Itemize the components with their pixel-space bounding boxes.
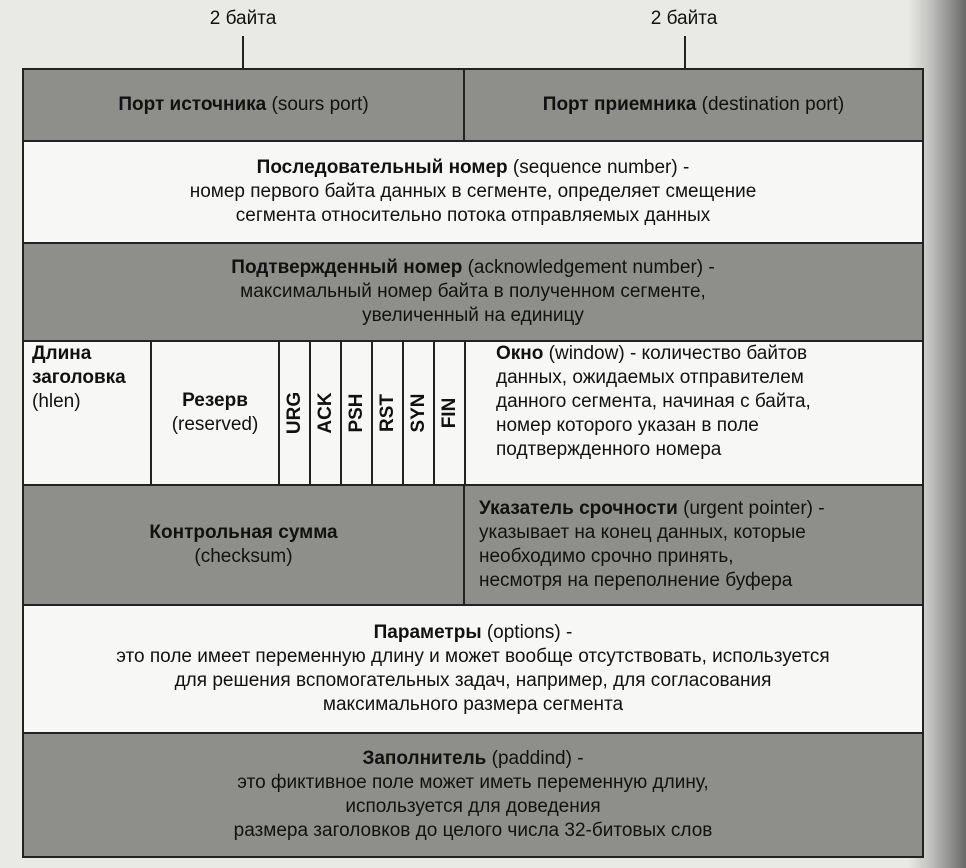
sequence-number-desc-2: сегмента относительно потока отправляемых данных	[235, 205, 711, 226]
flag-psh-label: PSH	[345, 393, 367, 433]
checksum-title: Контрольная сумма	[149, 522, 338, 543]
ack-number-english: (acknowledgement number) -	[462, 257, 715, 278]
ack-number-cell	[24, 244, 922, 340]
window-title: Окно	[496, 343, 544, 364]
urgent-pointer-english: (urgent pointer) -	[677, 498, 825, 519]
urgent-pointer-desc-2: необходимо срочно принять,	[479, 546, 734, 567]
right-byte-marker	[684, 36, 686, 68]
ports-row	[24, 70, 922, 142]
urgent-pointer-desc-1: указывает на конец данных, которые	[479, 522, 806, 543]
left-byte-marker	[242, 36, 244, 68]
flag-urg	[280, 342, 311, 484]
checksum-urgent-row	[24, 486, 922, 606]
window-cell	[466, 342, 922, 484]
flag-fin-label: FIN	[438, 397, 460, 429]
ack-number-desc-2: увеличенный на единицу	[362, 305, 584, 326]
flag-rst-label: RST	[376, 394, 398, 432]
flag-fin	[435, 342, 466, 484]
hlen-title-1: Длина	[32, 343, 92, 364]
source-port-english: (sours port)	[266, 94, 369, 115]
options-cell	[24, 606, 922, 732]
left-byte-label: 2 байта	[209, 8, 277, 29]
sequence-number-cell	[24, 142, 922, 242]
header-fields-row	[24, 342, 922, 486]
urgent-pointer-cell	[465, 486, 922, 604]
padding-english: (paddind) -	[486, 748, 584, 769]
window-desc-2: данного сегмента, начиная с байта,	[496, 391, 811, 412]
checksum-cell	[24, 486, 465, 604]
options-english: (options) -	[481, 622, 573, 643]
options-desc-2: для решения вспомогательных задач, например, для согласования	[174, 670, 772, 691]
destination-port-title: Порт приемника	[542, 94, 697, 115]
source-port-cell	[24, 70, 465, 140]
ack-number-row	[24, 244, 922, 342]
padding-desc-3: размера заголовков до целого числа 32-битовых слов	[233, 820, 713, 841]
checksum-english: (checksum)	[194, 546, 293, 567]
flag-syn	[404, 342, 435, 484]
flag-urg-label: URG	[283, 391, 305, 435]
flag-psh	[342, 342, 373, 484]
window-desc-3: номер которого указан в поле	[496, 415, 759, 436]
tcp-header-diagram	[22, 68, 924, 858]
urgent-pointer-desc-3: несмотря на переполнение буфера	[479, 570, 793, 591]
flag-ack	[311, 342, 342, 484]
ack-number-desc-1: максимальный номер байта в полученном сегменте,	[240, 281, 706, 302]
window-desc-1: данных, ожидаемых отправителем	[496, 367, 804, 388]
options-row	[24, 606, 922, 734]
flag-syn-label: SYN	[407, 393, 429, 433]
window-english: (window) - количество байтов	[543, 343, 808, 364]
hlen-cell	[24, 342, 152, 484]
reserved-english: (reserved)	[171, 414, 259, 435]
ack-number-title: Подтвержденный номер	[231, 257, 463, 278]
sequence-number-title: Последовательный номер	[256, 157, 508, 178]
source-port-title: Порт источника	[118, 94, 267, 115]
options-title: Параметры	[373, 622, 482, 643]
destination-port-english: (destination port)	[696, 94, 845, 115]
flag-ack-label: ACK	[314, 392, 336, 434]
padding-cell	[24, 734, 922, 856]
padding-title: Заполнитель	[362, 748, 487, 769]
urgent-pointer-title: Указатель срочности	[479, 498, 678, 519]
hlen-english: (hlen)	[32, 391, 81, 412]
options-desc-3: максимального размера сегмента	[322, 694, 624, 715]
padding-desc-2: используется для доведения	[345, 796, 601, 817]
padding-desc-1: это фиктивное поле может иметь переменную длину,	[237, 772, 709, 793]
destination-port-cell	[465, 70, 922, 140]
sequence-number-english: (sequence number) -	[507, 157, 690, 178]
flag-rst	[373, 342, 404, 484]
reserved-cell	[152, 342, 280, 484]
sequence-number-row	[24, 142, 922, 244]
right-byte-label: 2 байта	[650, 8, 718, 29]
options-desc-1: это поле имеет переменную длину и может вообще отсутствовать, используется	[116, 646, 830, 667]
padding-row	[24, 734, 922, 856]
hlen-title-2: заголовка	[32, 367, 126, 388]
window-desc-4: подтвержденного номера	[496, 439, 722, 460]
reserved-title: Резерв	[182, 390, 248, 411]
sequence-number-desc-1: номер первого байта данных в сегменте, определяет смещение	[189, 181, 757, 202]
